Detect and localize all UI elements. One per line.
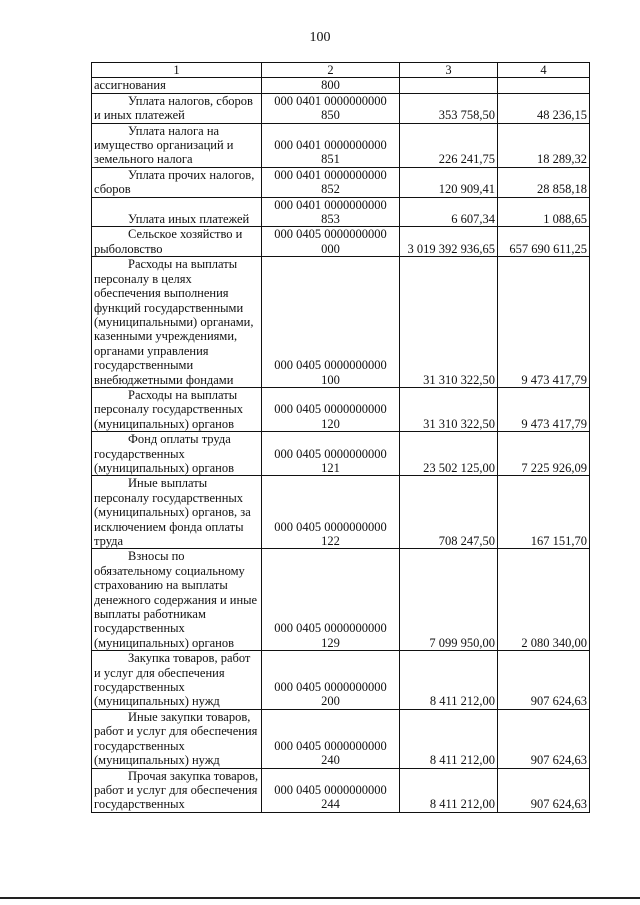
row-amount-3-cell: 226 241,75: [400, 123, 498, 167]
row-code-cell: 000 0401 0000000000 850: [262, 93, 400, 123]
row-code-cell: 000 0401 0000000000 852: [262, 167, 400, 197]
table-row: [92, 651, 590, 710]
row-amount-4-cell: 2 080 340,00: [498, 549, 590, 651]
row-amount-3-cell: 7 099 950,00: [400, 549, 498, 651]
row-name-cell: Закупка товаров, работ и услуг для обеспечения государственных (муниципальных) нужд: [92, 651, 262, 710]
row-code-cell: 000 0405 0000000000 122: [262, 476, 400, 549]
row-amount-4-cell: 907 624,63: [498, 768, 590, 812]
row-amount-3-cell: 120 909,41: [400, 167, 498, 197]
table-row: [92, 167, 590, 197]
row-amount-3-cell: 31 310 322,50: [400, 387, 498, 431]
row-amount-3-cell: 8 411 212,00: [400, 768, 498, 812]
row-amount-3-cell: 23 502 125,00: [400, 432, 498, 476]
table-row: [92, 257, 590, 388]
row-amount-3-cell: 353 758,50: [400, 93, 498, 123]
row-name-cell: Уплата прочих налогов, сборов: [92, 167, 262, 197]
row-name-cell: Сельское хозяйство и рыболовство: [92, 227, 262, 257]
budget-table: [91, 62, 590, 813]
column-header-4: 4: [498, 63, 590, 78]
row-amount-4-cell: [498, 78, 590, 93]
row-name-cell: Фонд оплаты труда государственных (муниципальных) органов: [92, 432, 262, 476]
row-amount-4-cell: 167 151,70: [498, 476, 590, 549]
row-code-cell: 000 0401 0000000000 853: [262, 197, 400, 227]
row-amount-3-cell: 3 019 392 936,65: [400, 227, 498, 257]
row-name-cell: Расходы на выплаты персоналу государственных (муниципальных) органов: [92, 387, 262, 431]
row-code-cell: 000 0405 0000000000 121: [262, 432, 400, 476]
row-amount-4-cell: 48 236,15: [498, 93, 590, 123]
row-amount-4-cell: 7 225 926,09: [498, 432, 590, 476]
row-code-cell: 000 0405 0000000000 240: [262, 709, 400, 768]
table-row: [92, 78, 590, 93]
row-amount-3-cell: 31 310 322,50: [400, 257, 498, 388]
row-name-cell: Иные выплаты персоналу государственных (муниципальных) органов, за исключением фонда оплаты труда: [92, 476, 262, 549]
row-amount-3-cell: 8 411 212,00: [400, 651, 498, 710]
row-name-cell: ассигнования: [92, 78, 262, 93]
table-row: [92, 123, 590, 167]
row-code-cell: 000 0405 0000000000 200: [262, 651, 400, 710]
footer-rule: [0, 897, 640, 899]
row-amount-4-cell: 9 473 417,79: [498, 257, 590, 388]
header-row: [92, 63, 590, 78]
table-header: [92, 63, 590, 78]
row-name-cell: Уплата налогов, сборов и иных платежей: [92, 93, 262, 123]
row-amount-4-cell: 18 289,32: [498, 123, 590, 167]
row-amount-3-cell: [400, 78, 498, 93]
row-code-cell: 800: [262, 78, 400, 93]
row-amount-4-cell: 28 858,18: [498, 167, 590, 197]
row-amount-3-cell: 8 411 212,00: [400, 709, 498, 768]
row-name-cell: Иные закупки товаров, работ и услуг для обеспечения государственных (муниципальных) нужд: [92, 709, 262, 768]
table-row: [92, 476, 590, 549]
row-amount-4-cell: 657 690 611,25: [498, 227, 590, 257]
row-amount-4-cell: 1 088,65: [498, 197, 590, 227]
row-amount-3-cell: 708 247,50: [400, 476, 498, 549]
row-code-cell: 000 0405 0000000000 120: [262, 387, 400, 431]
table-row: [92, 709, 590, 768]
table-row: [92, 227, 590, 257]
row-code-cell: 000 0405 0000000000 000: [262, 227, 400, 257]
table-body: [92, 78, 590, 812]
row-amount-4-cell: 9 473 417,79: [498, 387, 590, 431]
row-amount-4-cell: 907 624,63: [498, 709, 590, 768]
table-row: [92, 387, 590, 431]
table-row: [92, 432, 590, 476]
page-number: 100: [309, 30, 331, 45]
column-header-1: 1: [92, 63, 262, 78]
table-row: [92, 768, 590, 812]
row-name-cell: Расходы на выплаты персоналу в целях обеспечения выполнения функций государственными (муниципальными) органами, казенными учреждениями, органами управления государственными внебюджетными фондами: [92, 257, 262, 388]
row-name-cell: Уплата иных платежей: [92, 197, 262, 227]
row-code-cell: 000 0401 0000000000 851: [262, 123, 400, 167]
row-amount-3-cell: 6 607,34: [400, 197, 498, 227]
table-row: [92, 93, 590, 123]
column-header-2: 2: [262, 63, 400, 78]
table-row: [92, 197, 590, 227]
row-name-cell: Уплата налога на имущество организаций и земельного налога: [92, 123, 262, 167]
row-code-cell: 000 0405 0000000000 244: [262, 768, 400, 812]
row-name-cell: Взносы по обязательному социальному страхованию на выплаты денежного содержания и иные выплаты работникам государственных (муниципальных) органов: [92, 549, 262, 651]
row-code-cell: 000 0405 0000000000 129: [262, 549, 400, 651]
column-header-3: 3: [400, 63, 498, 78]
row-code-cell: 000 0405 0000000000 100: [262, 257, 400, 388]
row-amount-4-cell: 907 624,63: [498, 651, 590, 710]
row-name-cell: Прочая закупка товаров, работ и услуг для обеспечения государственных: [92, 768, 262, 812]
table-row: [92, 549, 590, 651]
